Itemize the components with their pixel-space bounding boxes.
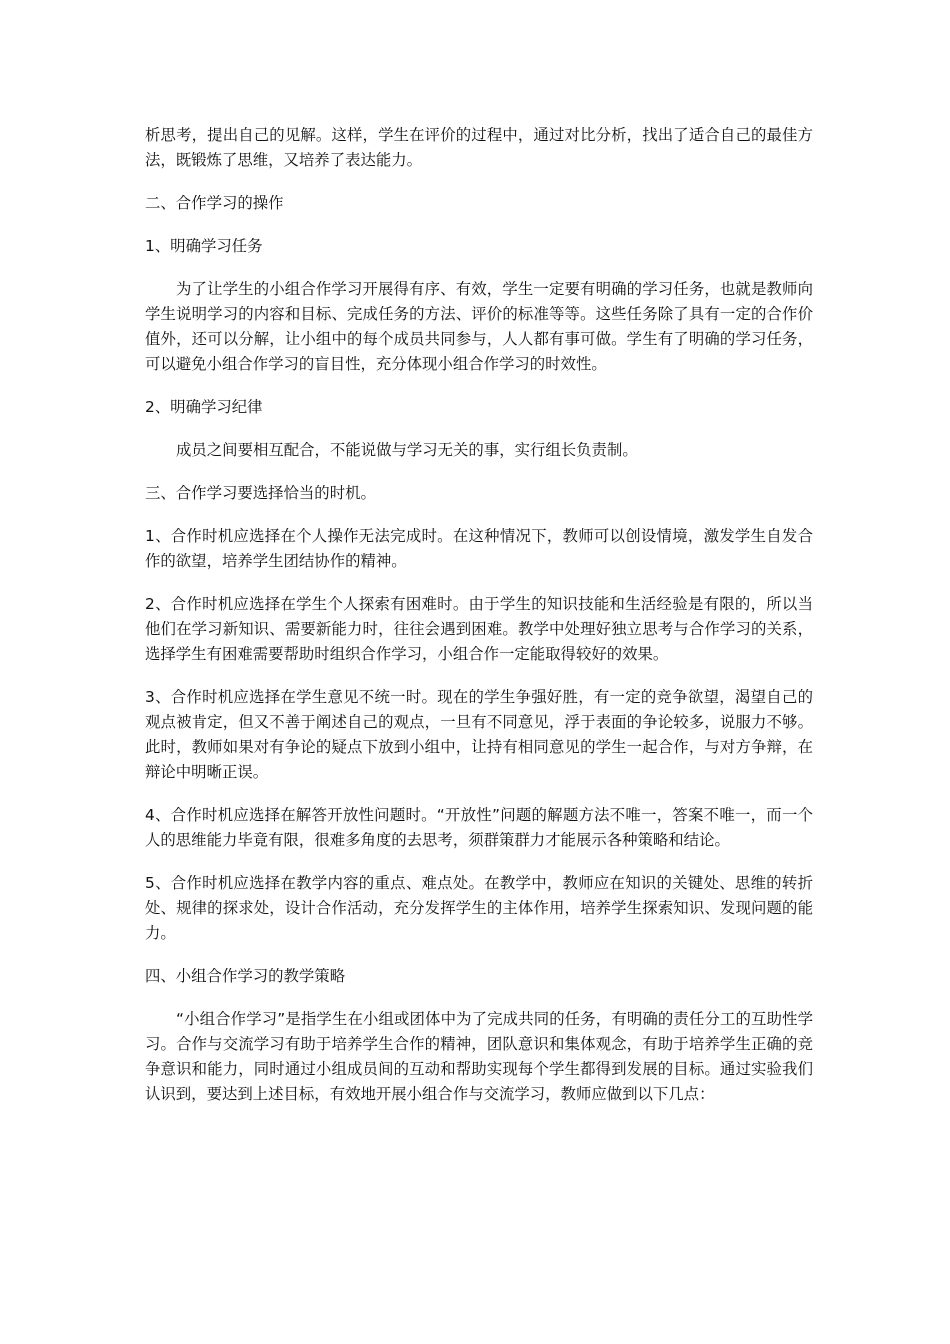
discipline-paragraph: 成员之间要相互配合，不能说做与学习无关的事，实行组长负责制。	[176, 441, 638, 459]
timing-2-paragraph: 2、合作时机应选择在学生个人探索有困难时。由于学生的知识技能和生活经验是有限的，所以当他们在学习新知识、需要新能力时，往往会遇到困难。教学中处理好独立思考与合作学习的关系，选择学生有困难需要帮助时组织合作学习，小组合作一定能取得较好的效果。	[145, 595, 813, 663]
timing-3-paragraph: 3、合作时机应选择在学生意见不统一时。现在的学生争强好胜，有一定的竞争欲望，渴望自己的观点被肯定，但又不善于阐述自己的观点，一旦有不同意见，浮于表面的争论较多，说服力不够。此时，教师如果对有争论的疑点下放到小组中，让持有相同意见的学生一起合作，与对方争辩，在辩论中明晰正误。	[145, 688, 813, 781]
section-3-heading: 三、合作学习要选择恰当的时机。	[145, 484, 376, 502]
intro-paragraph: 析思考，提出自己的见解。这样，学生在评价的过程中，通过对比分析，找出了适合自己的最佳方法，既锻炼了思维，又培养了表达能力。	[145, 126, 813, 169]
document-page	[145, 123, 813, 1125]
timing-4-paragraph: 4、合作时机应选择在解答开放性问题时。“开放性”问题的解题方法不唯一，答案不唯一，而一个人的思维能力毕竟有限，很难多角度的去思考，须群策群力才能展示各种策略和结论。	[145, 806, 813, 849]
strategy-paragraph: “小组合作学习”是指学生在小组或团体中为了完成共同的任务，有明确的责任分工的互助性学习。合作与交流学习有助于培养学生合作的精神，团队意识和集体观念，有助于培养学生正确的竞争意识和能力，同时通过小组成员间的互动和帮助实现每个学生都得到发展的目标。通过实验我们认识到，要达到上述目标，有效地开展小组合作与交流学习，教师应做到以下几点：	[145, 1010, 813, 1103]
timing-5-paragraph: 5、合作时机应选择在教学内容的重点、难点处。在教学中，教师应在知识的关键处、思维的转折处、规律的探求处，设计合作活动，充分发挥学生的主体作用，培养学生探索知识、发现问题的能力。	[145, 874, 813, 942]
section-2-heading: 二、合作学习的操作	[145, 194, 284, 212]
task-heading: 1、明确学习任务	[145, 237, 263, 255]
section-4-heading: 四、小组合作学习的教学策略	[145, 967, 346, 985]
task-paragraph: 为了让学生的小组合作学习开展得有序、有效，学生一定要有明确的学习任务，也就是教师向学生说明学习的内容和目标、完成任务的方法、评价的标准等等。这些任务除了具有一定的合作价值外，还可以分解，让小组中的每个成员共同参与，人人都有事可做。学生有了明确的学习任务，可以避免小组合作学习的盲目性，充分体现小组合作学习的时效性。	[145, 280, 813, 373]
discipline-heading: 2、明确学习纪律	[145, 398, 263, 416]
timing-1-paragraph: 1、合作时机应选择在个人操作无法完成时。在这种情况下，教师可以创设情境，激发学生自发合作的欲望，培养学生团结协作的精神。	[145, 527, 813, 570]
